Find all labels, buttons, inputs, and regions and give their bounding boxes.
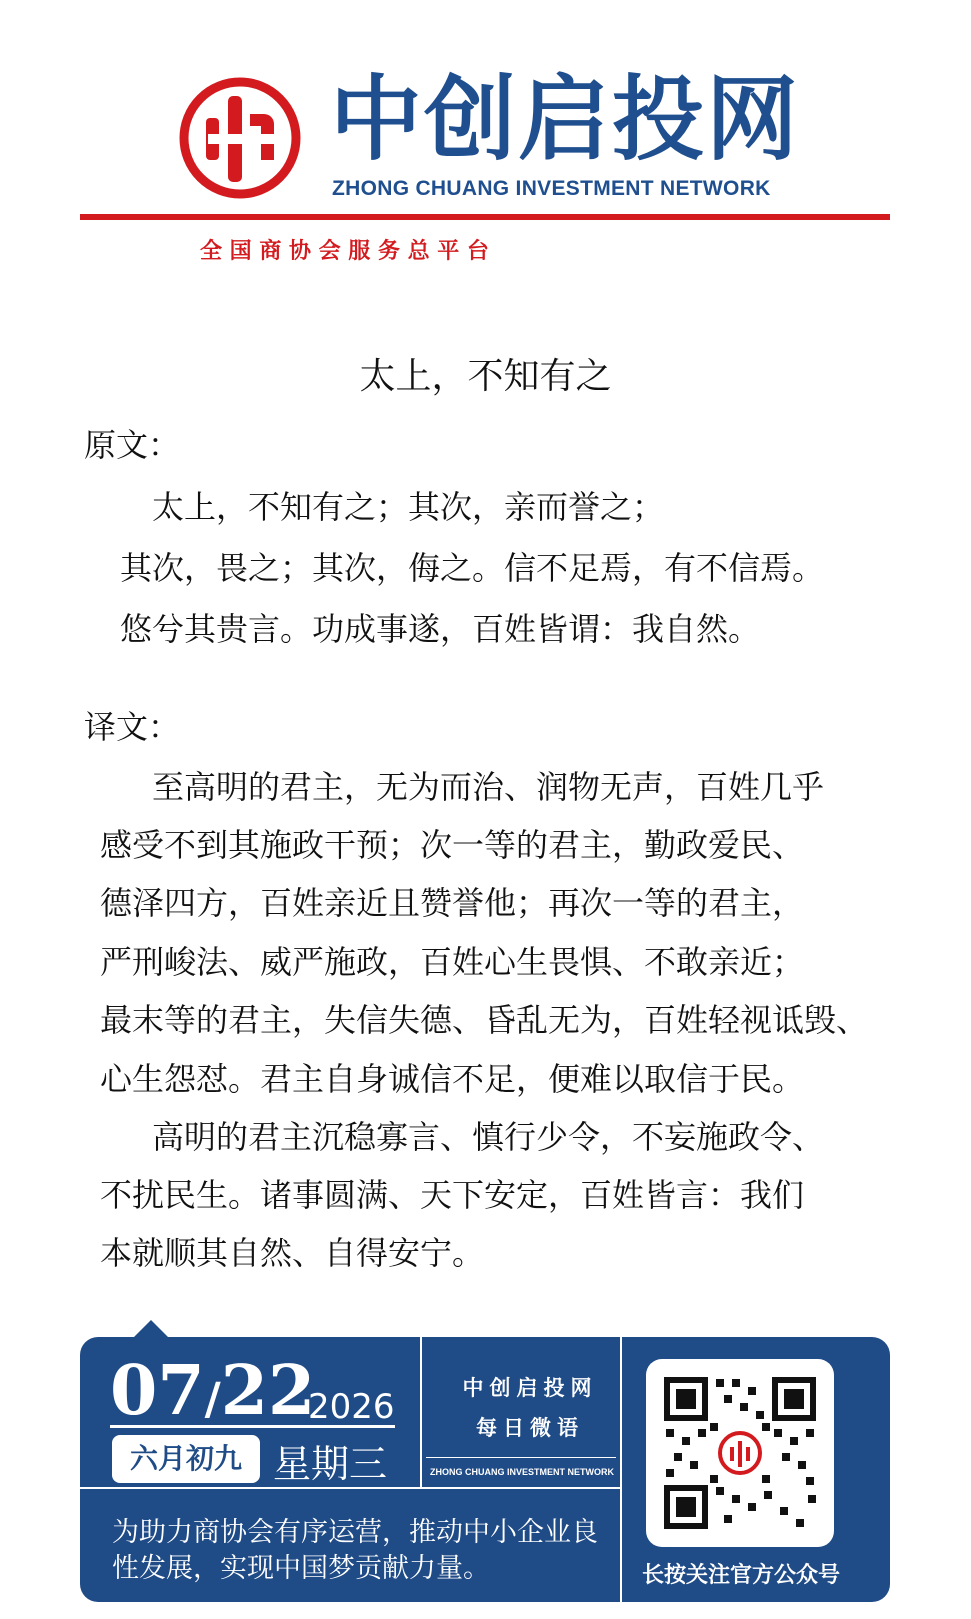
translation-label: 译文：: [84, 708, 181, 746]
daily-title-sub: 每日微语: [476, 1416, 584, 1440]
header-tagline: 全 国 商 协 会 服 务 总 平 台: [200, 239, 489, 264]
logo-icon: [178, 76, 302, 200]
daily-title-brand: 中创启投网: [462, 1376, 598, 1400]
original-line: 其次，畏之；其次，侮之。信不足焉，有不信焉。: [120, 549, 825, 587]
card-divider: [620, 1337, 622, 1602]
header-divider: [80, 214, 890, 220]
translation-line: 严刑峻法、威严施政，百姓心生畏惧、不敢亲近；: [100, 943, 805, 981]
card-divider: [426, 1457, 616, 1458]
translation-line: 最末等的君主，失信失德、昏乱无为，百姓轻视诋毁、: [100, 1001, 869, 1039]
card-pointer: [133, 1320, 169, 1338]
card-divider: [420, 1337, 422, 1487]
date-month: 07: [110, 1351, 205, 1431]
footer-card: [80, 1337, 890, 1602]
translation-line: 高明的君主沉稳寡言、慎行少令，不妄施政令、: [152, 1118, 825, 1156]
header: [0, 0, 971, 300]
original-line: 太上，不知有之；其次，亲而誉之；: [152, 488, 665, 526]
original-line: 悠兮其贵言。功成事遂，百姓皆谓：我自然。: [120, 610, 761, 648]
weekday: 星期三: [273, 1442, 388, 1486]
translation-line: 不扰民生。诸事圆满、天下安定，百姓皆言：我们: [100, 1176, 805, 1214]
brand-name-cn: 中创启投网: [330, 66, 801, 173]
translation-line: 感受不到其施政干预；次一等的君主，勤政爱民、: [100, 826, 805, 864]
translation-line: 心生怨怼。君主自身诚信不足，便难以取信于民。: [100, 1060, 805, 1098]
slogan: 为助力商协会有序运营，推动中小企业良性发展，实现中国梦贡献力量。: [112, 1517, 598, 1584]
date-slash: /: [204, 1374, 221, 1425]
translation-line: 德泽四方，百姓亲近且赞誉他；再次一等的君主，: [100, 884, 805, 922]
date-year: 2026: [308, 1387, 395, 1427]
brand-en-small: ZHONG CHUANG INVESTMENT NETWORK: [430, 1467, 614, 1477]
lunar-date-badge: 六月初九: [112, 1435, 260, 1483]
translation-line: 至高明的君主，无为而治、润物无声，百姓几乎: [152, 768, 825, 806]
date-day: 22: [220, 1351, 316, 1431]
translation-line: 本就顺其自然、自得安宁。: [100, 1234, 485, 1272]
article-title: 太上，不知有之: [359, 356, 612, 397]
qr-code-icon[interactable]: [646, 1359, 834, 1547]
brand-name-en: ZHONG CHUANG INVESTMENT NETWORK: [332, 177, 771, 200]
original-label: 原文：: [84, 426, 181, 464]
qr-caption: 长按关注官方公众号: [641, 1563, 840, 1588]
date-display: [110, 1351, 316, 1434]
